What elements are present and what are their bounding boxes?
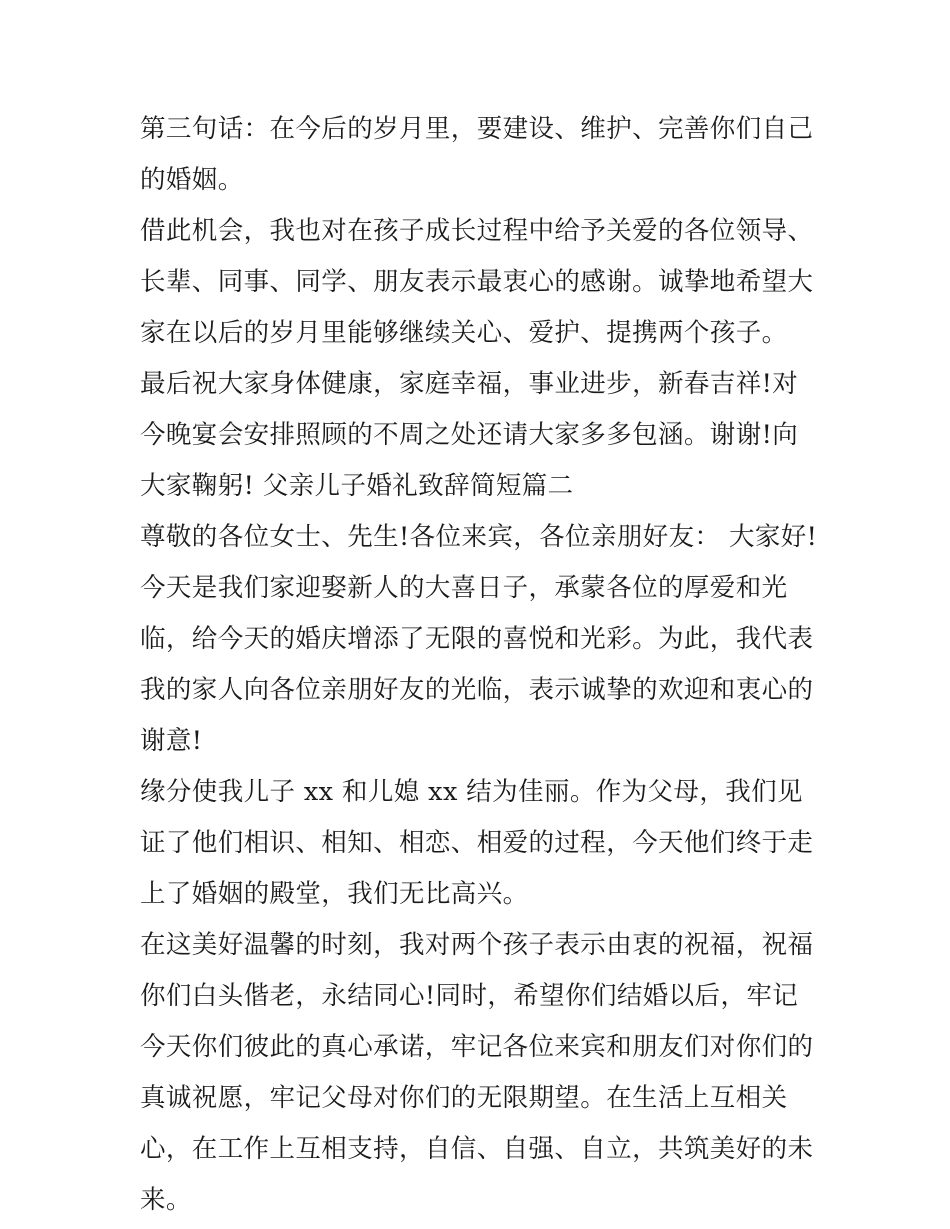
paragraph-welcome: 今天是我们家迎娶新人的大喜日子，承蒙各位的厚爱和光临，给今天的婚庆增添了无限的喜悦和光彩。为此，我代表我的家人向各位亲朋好友的光临，表示诚挚的欢迎和衷心的谢意! <box>140 573 814 756</box>
paragraph-third-words: 第三句话：在今后的岁月里，要建设、维护、完善你们自己的婚姻。 <box>140 114 814 195</box>
paragraph-thanks: 借此机会，我也对在孩子成长过程中给予关爱的各位领导、长辈、同事、同学、朋友表示最衷心的感谢。诚挚地希望大家在以后的岁月里能够继续关心、爱护、提携两个孩子。 <box>140 216 814 348</box>
paragraph-salutation: 尊敬的各位女士、先生!各位来宾，各位亲朋好友： 大家好! <box>140 522 818 552</box>
paragraph-blessing: 在这美好温馨的时刻，我对两个孩子表示由衷的祝福，祝福你们白头偕老，永结同心!同时，希望你们结婚以后，牢记今天你们彼此的真心承诺，牢记各位来宾和朋友们对你们的真诚祝愿，牢记父母对你们的无限期望。在生活上互相关心，在工作上互相支持，自信、自强、自立，共筑美好的未来。 <box>140 930 814 1215</box>
document-body <box>140 104 820 1226</box>
paragraph-closing-wishes: 最后祝大家身体健康，家庭幸福，事业进步，新春吉祥!对今晚宴会安排照顾的不周之处还请大家多多包涵。谢谢!向大家鞠躬! 父亲儿子婚礼致辞简短篇二 <box>140 369 799 501</box>
paragraph-fate: 缘分使我儿子 xx 和儿媳 xx 结为佳丽。作为父母，我们见证了他们相识、相知、相恋、相爱的过程，今天他们终于走上了婚姻的殿堂，我们无比高兴。 <box>140 777 814 909</box>
